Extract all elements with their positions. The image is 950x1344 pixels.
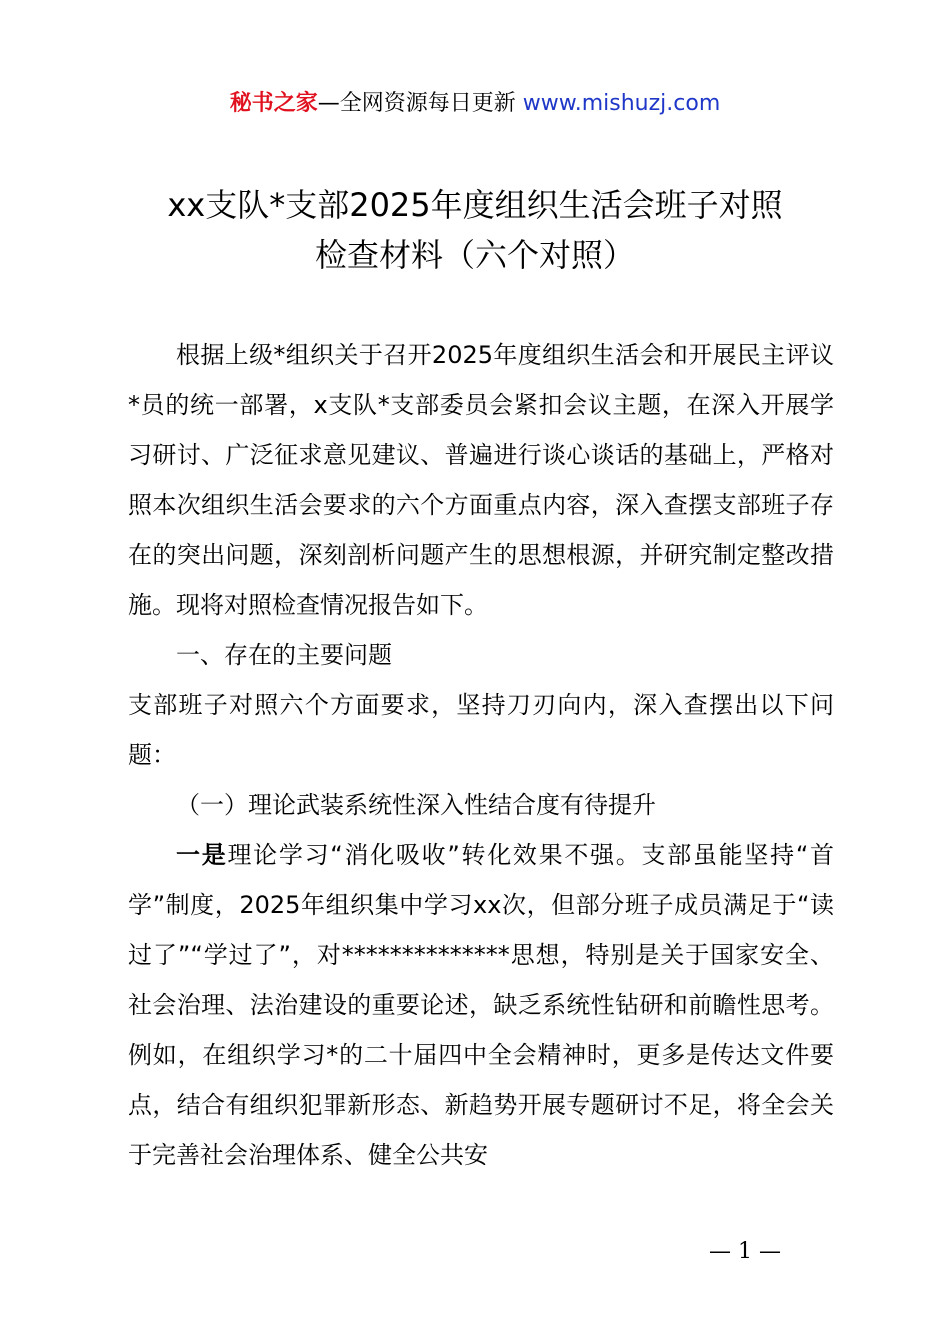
- site-url-link[interactable]: www.mishuzj.com: [522, 91, 721, 116]
- document-title: [60, 180, 890, 280]
- section-heading-1: 一、存在的主要问题: [176, 641, 392, 669]
- intro-paragraph: 根据上级*组织关于召开2025年度组织生活会和开展民主评议*员的统一部署，x支队*支部委员会紧扣会议主题，在深入开展学习研讨、广泛征求意见建议、普遍进行谈心谈话的基础上，严格对照本次组织生活会要求的六个方面重点内容，深入查摆支部班子存在的突出问题，深刻剖析问题产生的思想根源，并研究制定整改措施。现将对照检查情况报告如下。: [128, 341, 834, 619]
- subheading-1: （一）理论武装系统性深入性结合度有待提升: [176, 791, 656, 819]
- point-1-text: 理论学习“消化吸收”转化效果不强。支部虽能坚持“首学”制度，2025年组织集中学习xx次，但部分班子成员满足于“读过了”“学过了”，对**************思想，特别是关于国家安全、社会治理、法治建设的重要论述，缺乏系统性钻研和前瞻性思考。例如，在组织学习*的二十届四中全会精神时，更多是传达文件要点，结合有组织犯罪新形态、新趋势开展专题研讨不足，将全会关于完善社会治理体系、健全公共安: [128, 841, 834, 1169]
- title-line-2: 检查材料（六个对照）: [314, 236, 635, 274]
- title-line-1: xx支队*支部2025年度组织生活会班子对照: [167, 186, 783, 224]
- page-number: — 1 —: [709, 1239, 781, 1264]
- site-banner: [0, 88, 950, 120]
- point-1-lead: 一是: [176, 841, 228, 869]
- brand-name: 秘书之家: [229, 91, 318, 116]
- document-body: [128, 330, 834, 1180]
- overview-paragraph: 支部班子对照六个方面要求，坚持刀刃向内，深入查摆出以下问题：: [128, 691, 834, 769]
- banner-slogan: —全网资源每日更新: [317, 91, 523, 116]
- point-1-paragraph: [128, 830, 834, 1180]
